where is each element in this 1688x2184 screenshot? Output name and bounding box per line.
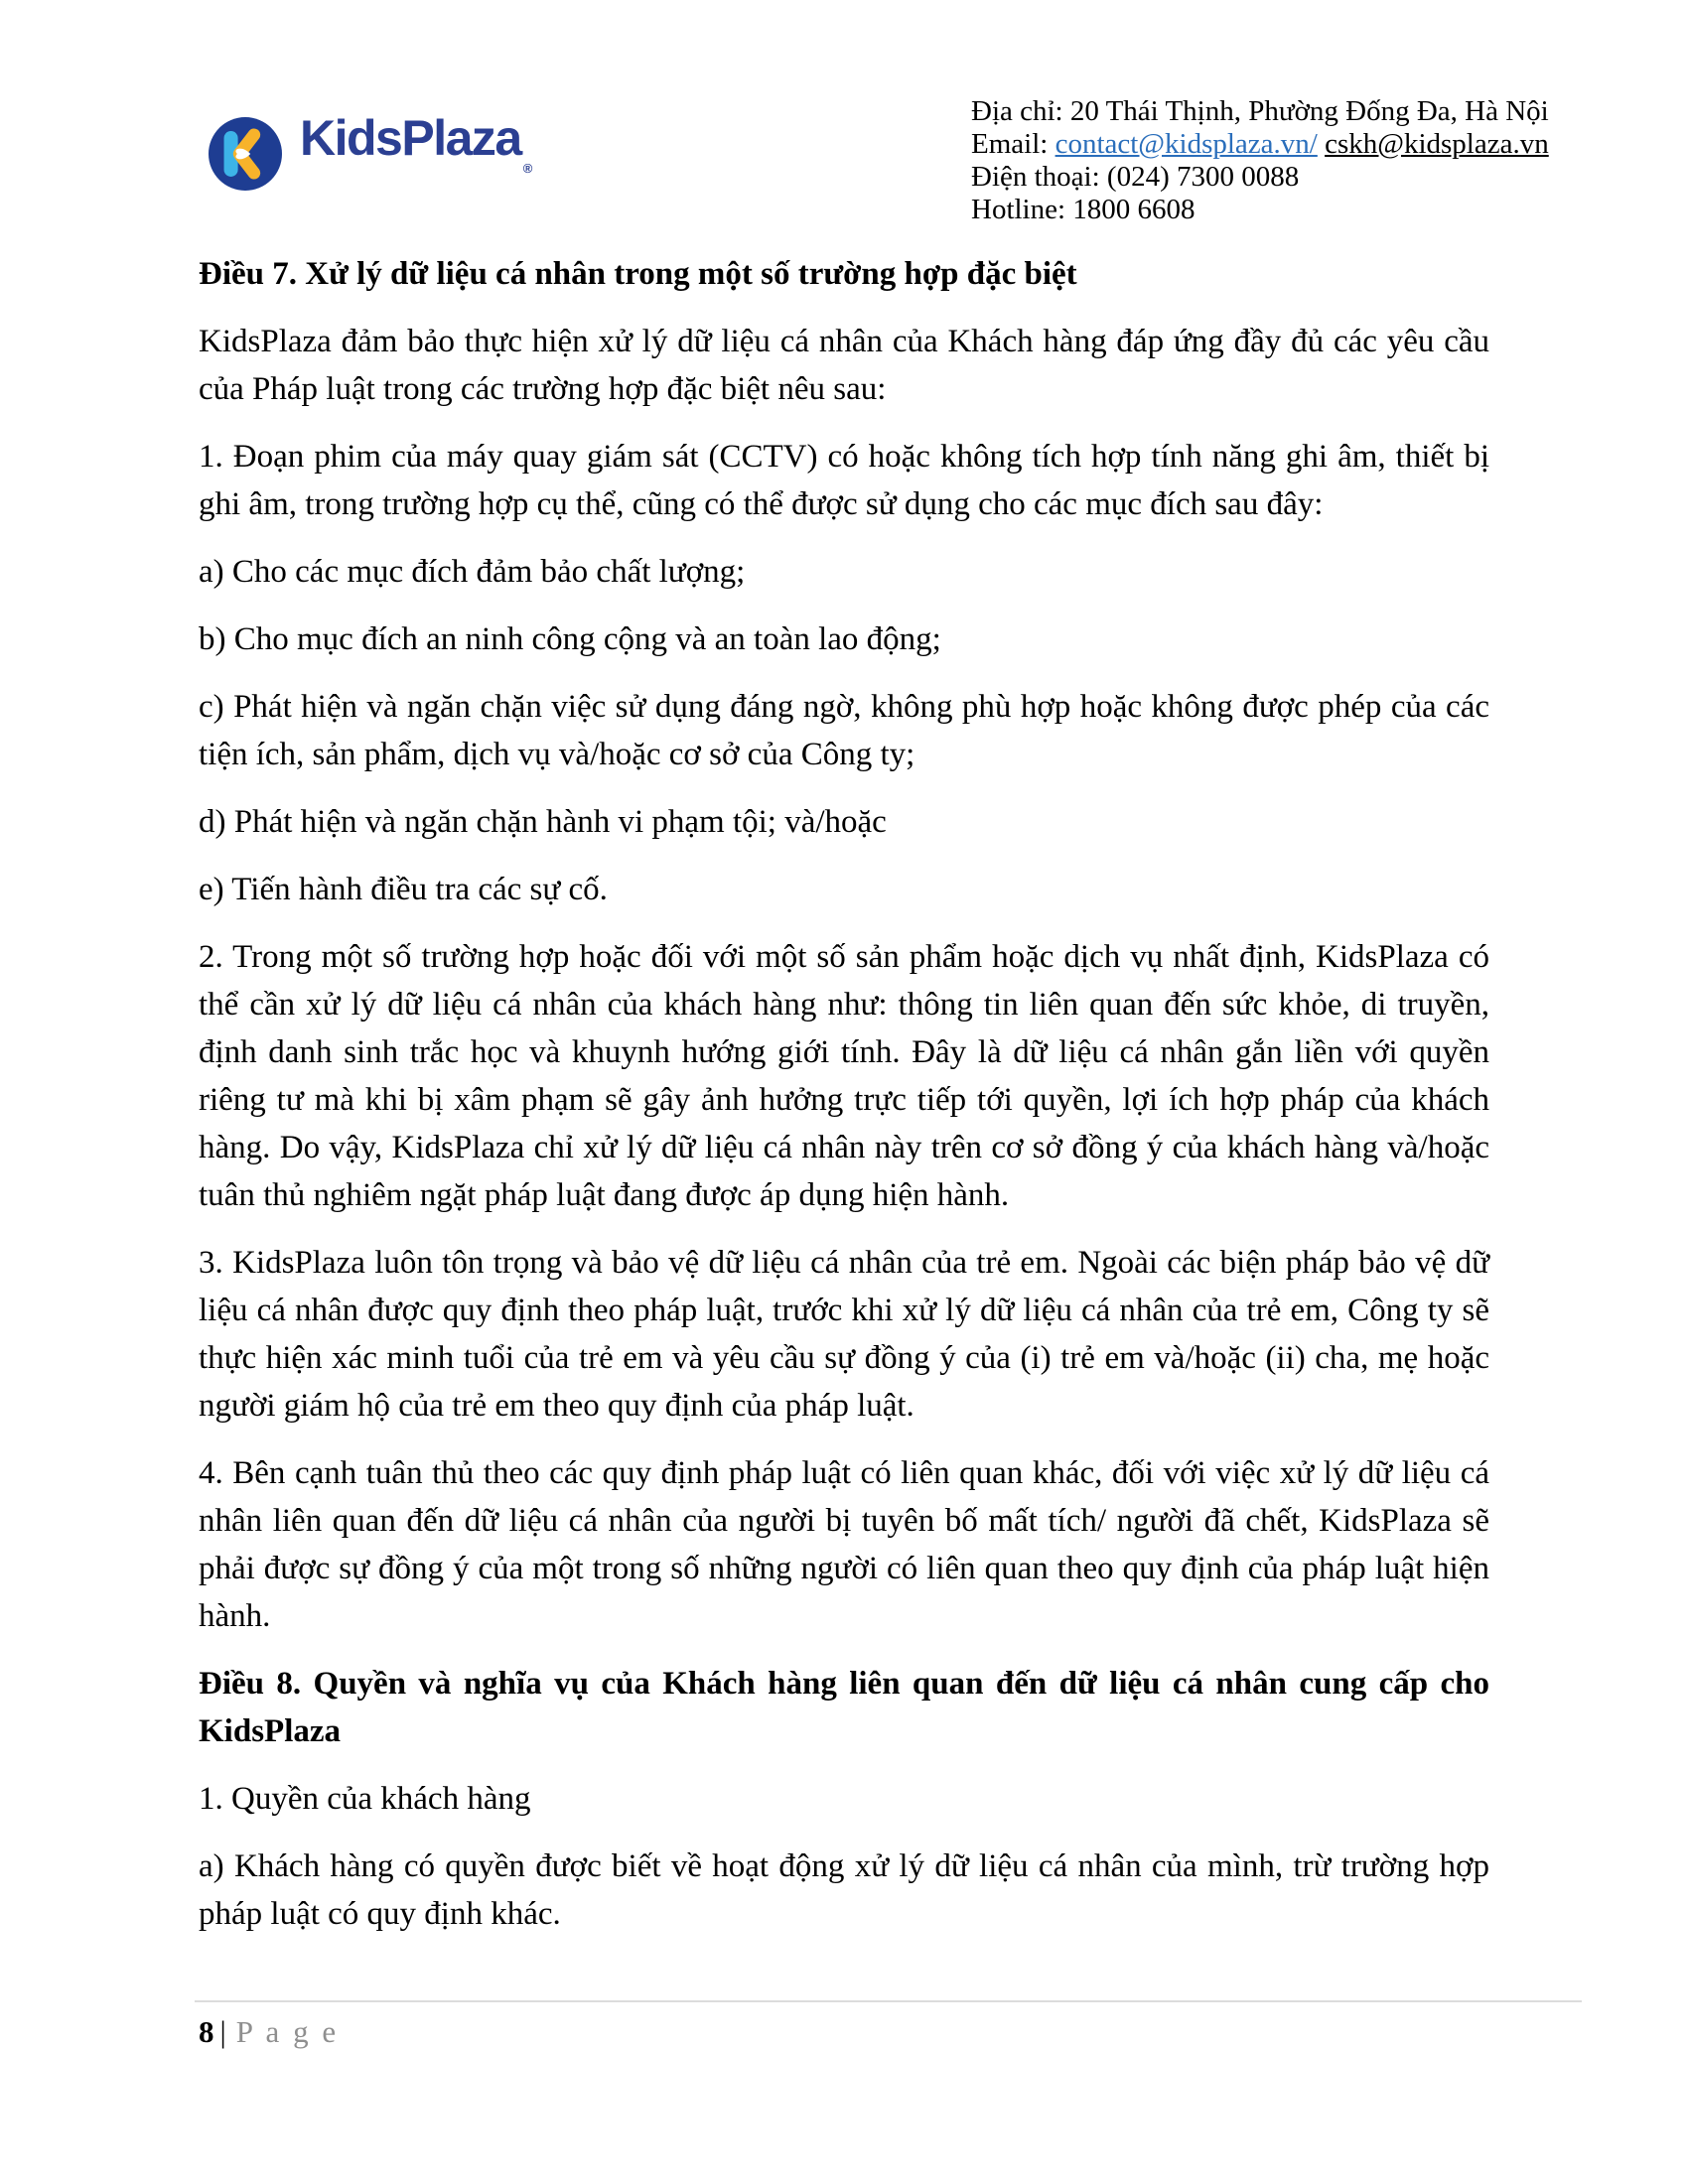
list-item-d: d) Phát hiện và ngăn chặn hành vi phạm tội; và/hoặc — [199, 804, 887, 840]
email-link-cskh[interactable]: cskh@kidsplaza.vn — [1325, 128, 1549, 160]
page-number: 8 — [199, 2014, 214, 2049]
footer-separator: | — [219, 2014, 226, 2049]
paragraph: 3. KidsPlaza luôn tôn trọng và bảo vệ dữ liệu cá nhân của trẻ em. Ngoài các biện pháp bảo vệ dữ liệu cá nhân được quy định theo pháp luật, trước khi xử lý dữ liệu cá nhân của trẻ em, Công ty sẽ thực hiện xác minh tuổi của trẻ em và yêu cầu sự đồng ý của (i) trẻ em và/hoặc (ii) cha, mẹ hoặc người giám hộ của trẻ em theo quy định của pháp luật. — [199, 1245, 1489, 1424]
kidsplaza-logo-icon — [209, 117, 282, 191]
email-label: Email: — [971, 128, 1055, 160]
contact-phone: Điện thoại: (024) 7300 0088 — [971, 161, 1300, 193]
contact-info — [971, 95, 1549, 226]
registered-mark: ® — [522, 161, 531, 176]
paragraph: 1. Quyền của khách hàng — [199, 1781, 531, 1817]
paragraph: 2. Trong một số trường hợp hoặc đối với một số sản phẩm hoặc dịch vụ nhất định, KidsPlaza có thể cần xử lý dữ liệu cá nhân của khách hàng như: thông tin liên quan đến sức khỏe, di truyền, định danh sinh trắc học và khuynh hướng giới tính. Đây là dữ liệu cá nhân gắn liền với quyền riêng tư mà khi bị xâm phạm sẽ gây ảnh hưởng trực tiếp tới quyền, lợi ích hợp pháp của khách hàng. Do vậy, KidsPlaza chỉ xử lý dữ liệu cá nhân này trên cơ sở đồng ý của khách hàng và/hoặc tuân thủ nghiêm ngặt pháp luật đang được áp dụng hiện hành. — [199, 939, 1489, 1213]
contact-email-line — [971, 128, 1549, 161]
list-item-b: b) Cho mục đích an ninh công cộng và an toàn lao động; — [199, 621, 941, 657]
section-heading-dieu-8: Điều 8. Quyền và nghĩa vụ của Khách hàng liên quan đến dữ liệu cá nhân cung cấp cho KidsPlaza — [199, 1666, 1489, 1749]
section-heading-dieu-7: Điều 7. Xử lý dữ liệu cá nhân trong một số trường hợp đặc biệt — [199, 256, 1077, 292]
footer-page-word: P a g e — [235, 2014, 340, 2049]
list-item-e: e) Tiến hành điều tra các sự cố. — [199, 872, 608, 907]
list-item-c: c) Phát hiện và ngăn chặn việc sử dụng đáng ngờ, không phù hợp hoặc không được phép của các tiện ích, sản phẩm, dịch vụ và/hoặc cơ sở của Công ty; — [199, 689, 1489, 772]
contact-address: Địa chỉ: 20 Thái Thịnh, Phường Đống Đa, Hà Nội — [971, 95, 1549, 127]
document-body — [199, 250, 1489, 1958]
contact-hotline: Hotline: 1800 6608 — [971, 194, 1196, 225]
brand-wordmark: KidsPlaza$_®$ — [300, 110, 531, 176]
paragraph: KidsPlaza đảm bảo thực hiện xử lý dữ liệu cá nhân của Khách hàng đáp ứng đầy đủ các yêu cầu của Pháp luật trong các trường hợp đặc biệt nêu sau: — [199, 324, 1489, 407]
list-item-a: a) Cho các mục đích đảm bảo chất lượng; — [199, 554, 746, 590]
paragraph: 1. Đoạn phim của máy quay giám sát (CCTV) có hoặc không tích hợp tính năng ghi âm, thiết bị ghi âm, trong trường hợp cụ thể, cũng có thể được sử dụng cho các mục đích sau đây: — [199, 439, 1489, 522]
paragraph: 4. Bên cạnh tuân thủ theo các quy định pháp luật có liên quan khác, đối với việc xử lý dữ liệu cá nhân liên quan đến dữ liệu cá nhân của người bị tuyên bố mất tích/ người đã chết, KidsPlaza sẽ phải được sự đồng ý của một trong số những người có liên quan theo quy định của pháp luật hiện hành. — [199, 1455, 1489, 1634]
kidsplaza-logo — [209, 101, 531, 205]
footer-divider — [195, 2000, 1582, 2002]
list-item-a2: a) Khách hàng có quyền được biết về hoạt động xử lý dữ liệu cá nhân của mình, trừ trường hợp pháp luật có quy định khác. — [199, 1848, 1489, 1932]
page-footer — [199, 2013, 339, 2051]
email-link-contact[interactable]: contact@kidsplaza.vn/ — [1055, 128, 1318, 160]
